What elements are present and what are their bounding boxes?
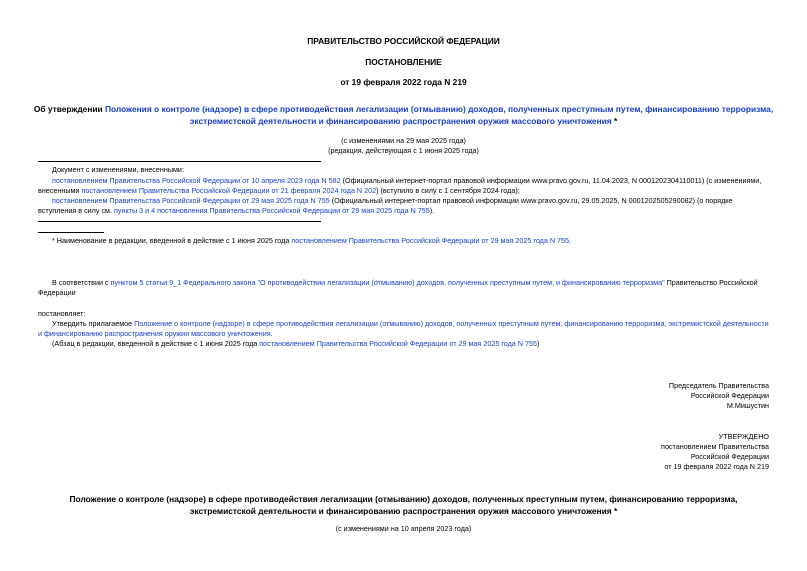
edition-current: (редакция, действующая с 1 июня 2025 года)	[328, 146, 479, 155]
regulation-link[interactable]: Положение о контроле (надзоре) в сфере противодействия легализации (отмыванию) доходов, полученных преступным путем, финансированию терроризма, экстремистской деятельности и финансированию распространения оружия массового уничтожения	[38, 319, 769, 338]
preamble-text: В соответствии с	[52, 278, 111, 287]
edition-note	[38, 339, 769, 349]
annex-title: Положение о контроле (надзоре) в сфере противодействия легализации (отмыванию) доходов, полученных преступным путем, финансированию терроризма, экстремистской деятельности и финансированию распространения оружия массового уничтожения *	[69, 494, 738, 516]
approval-paragraph	[38, 319, 769, 339]
edition-changes: (с изменениями на 29 мая 2025 года)	[341, 136, 466, 145]
approval-text: Утвердить прилагаемое	[52, 319, 135, 328]
amendment-2-nested-link[interactable]: пункты 3 и 4 постановления Правительства Российской Федерации от 29 мая 2025 года N 755	[114, 206, 430, 215]
edition-note-text: (Абзац в редакции, введенной в действие с 1 июня 2025 года	[52, 339, 260, 348]
approved-date: от 19 февраля 2022 года N 219	[664, 462, 769, 471]
footnote-end: .	[569, 236, 572, 245]
annex-changes: (с изменениями на 10 апреля 2023 года)	[335, 524, 472, 533]
divider-bottom	[38, 221, 321, 222]
amendment-1-tail: ) (вступило в силу с 1 сентября 2024 года);	[376, 186, 520, 195]
approval-stamp	[500, 432, 769, 472]
amendment-2-text: (Официальный интернет-портал правовой информации www.pravo.gov.ru, 29.05.2025, N 0001202505290082) (о порядке вступления в силу см.	[38, 196, 733, 215]
government-heading: ПРАВИТЕЛЬСТВО РОССИЙСКОЙ ФЕДЕРАЦИИ	[307, 36, 500, 46]
footnote-link[interactable]: постановлением Правительства Российской Федерации от 29 мая 2025 года N 755	[291, 236, 570, 245]
edition-note-link[interactable]: постановлением Правительства Российской Федерации от 29 мая 2025 года N 755	[259, 339, 537, 348]
footnote	[38, 236, 769, 246]
edition-note-end: )	[536, 339, 540, 348]
document-title	[30, 103, 777, 127]
signature-title: Председатель Правительства	[668, 381, 769, 390]
amendment-item-1	[38, 176, 769, 196]
amendment-1-text: (Официальный интернет-портал правовой информации www.pravo.gov.ru, 11.04.2023, N 0001202304110011) (с изменениями, внесенными	[38, 176, 762, 195]
amendment-2-tail: ).	[429, 206, 435, 215]
title-footnote-mark: *	[611, 116, 618, 126]
federal-law-link[interactable]: пунктом 5 статьи 9_1 Федерального закона "О противодействии легализации (отмыванию) доходов, полученных преступным путем, и финансированию терроризма"	[110, 278, 665, 287]
signature-country: Российской Федерации	[690, 391, 769, 400]
amendment-2-link[interactable]: постановлением Правительства Российской Федерации от 29 мая 2025 года N 755	[52, 196, 330, 205]
signature-block	[500, 381, 769, 411]
approval-end: .	[270, 329, 273, 338]
document-type-heading: ПОСТАНОВЛЕНИЕ	[365, 57, 442, 67]
footnote-divider	[38, 232, 104, 233]
decree-word: постановляет:	[38, 309, 86, 318]
amendment-1-nested-link[interactable]: постановлением Правительства Российской Федерации от 21 февраля 2024 года N 202	[81, 186, 377, 195]
amendment-item-2	[38, 196, 769, 216]
approved-word: УТВЕРЖДЕНО	[718, 432, 769, 441]
title-regulation-link[interactable]: Положения о контроле (надзоре) в сфере противодействия легализации (отмыванию) доходов, полученных преступным путем, финансированию терроризма, экстремистской деятельности и финансированию распространения оружия массового уничтожения	[105, 104, 774, 126]
document-date-number: от 19 февраля 2022 года N 219	[340, 77, 467, 87]
footnote-text: * Наименование в редакции, введенной в действие с 1 июня 2025 года	[52, 236, 292, 245]
preamble-paragraph	[38, 278, 769, 298]
signature-name: М.Мишустин	[726, 401, 769, 410]
preamble-end: Правительство Российской Федерации	[38, 278, 758, 297]
title-prefix: Об утверждении	[33, 104, 105, 114]
approved-country: Российской Федерации	[690, 452, 769, 461]
divider-top	[38, 161, 321, 162]
amendments-intro: Документ с изменениями, внесенными:	[52, 165, 184, 174]
approved-by: постановлением Правительства	[661, 442, 769, 451]
amendment-1-link[interactable]: постановлением Правительства Российской Федерации от 10 апреля 2023 года N 582	[52, 176, 341, 185]
